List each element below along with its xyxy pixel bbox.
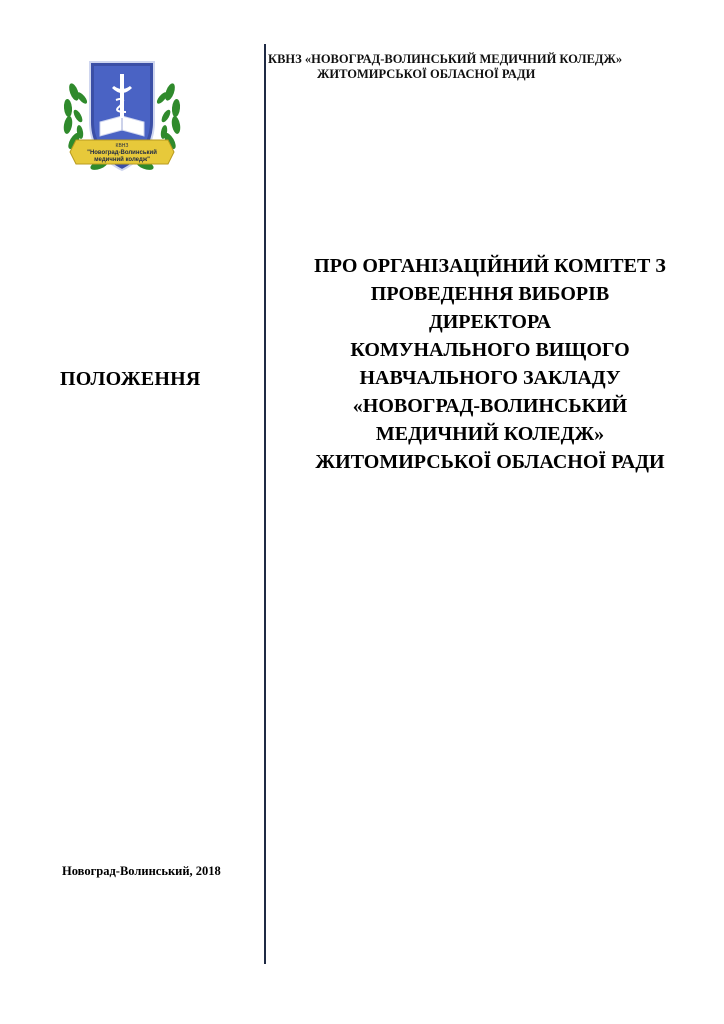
- title-line: ДИРЕКТОРА: [428, 311, 552, 333]
- ribbon-text-3: медичний коледж": [94, 157, 150, 163]
- header-line-2: ЖИТОМИРСЬКОЇ ОБЛАСНОЇ РАДИ: [317, 67, 536, 81]
- institution-header: [268, 52, 724, 82]
- title-line: ПРОВЕДЕННЯ ВИБОРІВ: [370, 283, 610, 305]
- title-line: ПРО ОРГАНІЗАЦІЙНИЙ КОМІТЕТ З: [314, 255, 666, 277]
- title-line: НАВЧАЛЬНОГО ЗАКЛАДУ: [359, 367, 621, 389]
- title-line: ЖИТОМИРСЬКОЇ ОБЛАСНОЇ РАДИ: [315, 451, 665, 473]
- place-and-year: Новоград-Волинський, 2018: [62, 864, 221, 878]
- header-line-1: КВНЗ «НОВОГРАД-ВОЛИНСЬКИЙ МЕДИЧНИЙ КОЛЕДЖ»: [268, 52, 623, 66]
- ribbon-text-1: КВНЗ: [115, 143, 129, 149]
- ribbon-text-2: "Новоград-Волинський: [87, 150, 157, 156]
- document-title: [268, 252, 712, 476]
- title-line: «НОВОГРАД-ВОЛИНСЬКИЙ: [352, 395, 628, 417]
- title-line: МЕДИЧНИЙ КОЛЕДЖ»: [375, 423, 605, 445]
- document-type: ПОЛОЖЕННЯ: [60, 368, 201, 390]
- title-line: КОМУНАЛЬНОГО ВИЩОГО: [350, 339, 630, 361]
- vertical-divider: [264, 44, 266, 964]
- college-emblem-icon: [56, 52, 188, 182]
